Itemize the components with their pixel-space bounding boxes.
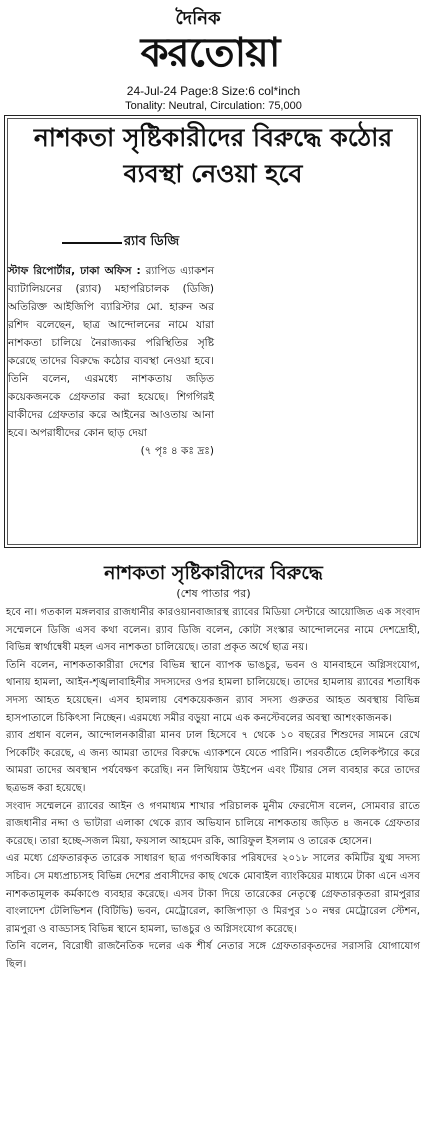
article-jump-reference: (৭ পৃঃ ৪ কঃ দ্রঃ) <box>140 445 214 457</box>
continuation-body <box>6 604 420 973</box>
continuation-paragraph: র‍্যাব প্রধান বলেন, আন্দোলনকারীরা মানব ঢাল হিসেবে ৭ থেকে ১০ বছরের শিশুদের সামনে রেখে পিকেটিং করেছে, এ জন্য আমরা তাদের বিরুদ্ধে এ্যাকশনে যেতে পারিনি। পরবর্তীতে হেলিকপ্টারে করে আমরা তাদের অবস্থান পর্যবেক্ষণ করেছি। নন লিথিয়াম উইপেন এবং টিয়ার সেল ব্যবহার করে তাদের ছত্রভঙ্গ করা হয়েছে। <box>6 730 420 794</box>
byline-rule <box>62 242 122 244</box>
masthead-daily-label: দৈনিক <box>175 8 221 29</box>
article-lead-column <box>8 262 214 460</box>
article-byline: র‍্যাব ডিজি <box>124 234 180 249</box>
continuation-subline: (শেষ পাতার পর) <box>176 587 251 600</box>
masthead-logo: করতোয়া <box>140 30 280 76</box>
article-headline: নাশকতা সৃষ্টিকারীদের বিরুদ্ধে কঠোর ব্যবস্থা নেওয়া হবে <box>33 123 393 188</box>
continuation-paragraph: হবে না। গতকাল মঙ্গলবার রাজধানীর কারওয়ানবাজারস্থ র‍্যাবের মিডিয়া সেন্টারে আয়োজিত এক সংবাদ সম্মেলনে ডিজি এসব কথা বলেন। র‍্যাব ডিজি বলেন, কোটা সংস্কার আন্দোলনের নামে দেশদ্রোহী, বিভিন্ন স্বার্থান্বেষী মহল এসব নাশকতা চালিয়েছে। তারা প্রকৃত অর্থে ছাত্র নয়। <box>6 607 420 654</box>
clipping-meta-tonality: Tonality: Neutral, Circulation: 75,000 <box>125 100 302 112</box>
article-lead-text: র‍্যাপিড এ্যাকশন ব্যাটালিয়নের (র‍্যাব) মহাপরিচালক (ডিজি) অতিরিক্ত আইজিপি ব্যারিস্টার মো. হারুন অর রশিদ বলেছেন, ছাত্র আন্দোলনের নামে যারা নাশকতা চালিয়ে নৈরাজ্যকর পরিস্থিতির সৃষ্টি করেছে তাদের বিরুদ্ধে কঠোর ব্যবস্থা নেওয়া হবে। তিনি বলেন, এরমধ্যে নাশকতায় জড়িত কয়েকজনকে গ্রেফতার করা হয়েছে। শিগগিরই বাকীদের গ্রেফতার করে আইনের আওতায় আনা হবে। অপরাধীদের কোন ছাড় দেয়া <box>8 265 214 439</box>
continuation-paragraph: তিনি বলেন, নাশকতাকারীরা দেশের বিভিন্ন স্থানে ব্যাপক ভাঙচুর, ভবন ও যানবাহনে অগ্নিসংযোগ, থানায় হামলা, আইন-শৃঙ্খলাবাহিনীর সদস্যদের ওপর হামলা চালিয়েছে। তাদের হামলায় র‍্যাবের শতাধিক সদস্য আহত হয়েছেন। এসব হামলায় বেশকয়েকজন র‍্যাব সদস্য গুরুতর আহত অবস্থায় বিভিন্ন হাসপাতালে চিকিৎসা নিচ্ছেন। এরমধ্যে সমীর বড়ুয়া নামে এক কনস্টেবলের অবস্থা আশংকাজনক। <box>6 659 420 724</box>
continuation-paragraph: তিনি বলেন, বিরোধী রাজনৈতিক দলের এক শীর্ষ নেতার সঙ্গে গ্রেফতারকৃতদের সরাসরি যোগাযোগ ছিল। <box>6 941 420 970</box>
continuation-headline: নাশকতা সৃষ্টিকারীদের বিরুদ্ধে <box>104 562 323 584</box>
continuation-paragraph: সংবাদ সম্মেলনে র‍্যাবের আইন ও গণমাধ্যম শাখার পরিচালক মুনীম ফেরদৌস বলেন, সোমবার রাতে রাজধানীর নদ্দা ও ভাটারা এলাকা থেকে র‍্যাব অভিযান চালিয়ে নাশকতায় জড়িত ৪ জনকে গ্রেফতার করেছে। তারা হচ্ছে-সজল মিয়া, ফয়সাল আহমেদ রকি, আরিফুল ইসলাম ও তারেক হোসেন। <box>6 800 420 847</box>
continuation-paragraph: এর মধ্যে গ্রেফতারকৃত তারেক সাধারণ ছাত্র গণঅধিকার পরিষদের ২০১৮ সালের কমিটির যুগ্ম সদস্য সচিব। সে মধ্যপ্রাচ্যসহ বিভিন্ন দেশের প্রবাসীদের কাছ থেকে মোবাইল ব্যাংকিয়ের মাধ্যমে টাকা এনে এসব নাশকতামূলক কর্মকাণ্ডে ব্যবহার করেছে। এসব টাকা দিয়ে তারেকের নেতৃত্বে গ্রেফতারকৃতরা রামপুরার বাংলাদেশ টেলিভিশন (বিটিভি) ভবন, মেট্রোরেল, কাজিপাড়া ও মিরপুর ১০ নম্বর মেট্রোরেল স্টেশন, রামপুরা ও বাড্ডাসহ বিভিন্ন স্থানে হামলা, ভাঙচুর ও অগ্নিসংযোগ করেছে। <box>6 853 420 935</box>
clipping-meta-date-page: 24-Jul-24 Page:8 Size:6 col*inch <box>126 84 301 98</box>
article-reporter: স্টাফ রিপোর্টার, ঢাকা অফিস : <box>8 265 141 277</box>
